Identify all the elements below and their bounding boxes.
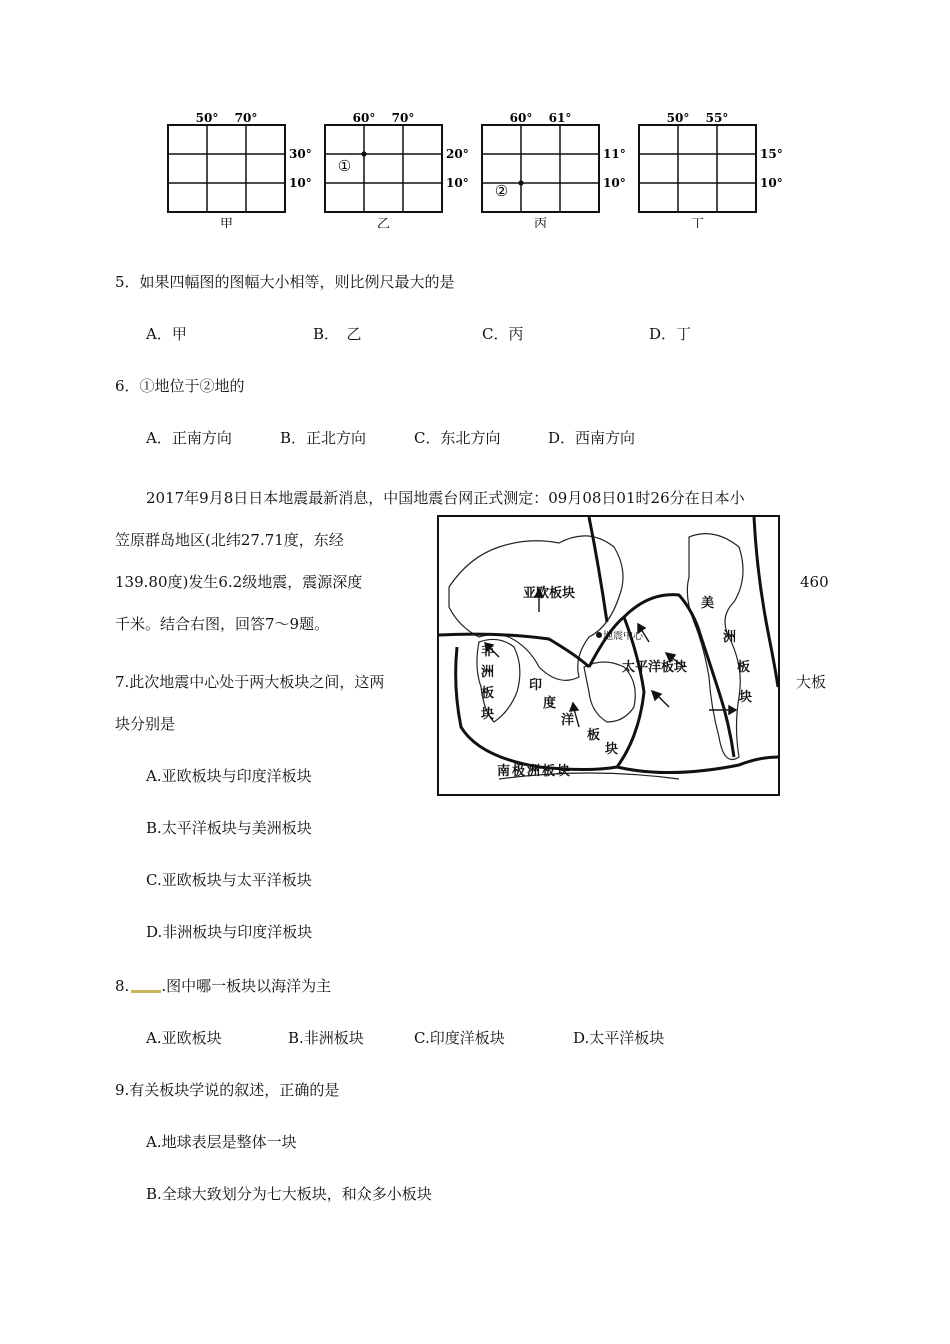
label-indian-3: 洋 — [561, 713, 575, 728]
q7-stem: 7.此次地震中心处于两大板块之间，这两 — [115, 673, 385, 691]
q9-option-b[interactable]: B.全球大致划分为七大板块，和众多小板块 — [146, 1185, 432, 1203]
label-africa-4: 块 — [481, 707, 495, 722]
label-indian-1: 印 — [529, 678, 543, 693]
q8-number: 8. — [115, 977, 130, 995]
passage-line-3-right: 460 — [800, 573, 829, 591]
label-eurasian-plate: 亚欧板块 — [523, 586, 576, 601]
grid-name: 乙 — [376, 217, 391, 228]
grids-svg — [0, 108, 950, 228]
q8-option-c[interactable]: C.印度洋板块 — [414, 1029, 505, 1047]
passage-line-2: 笠原群岛地区(北纬27.71度，东经 — [115, 531, 344, 549]
label-africa-2: 洲 — [481, 665, 495, 680]
label-america-3: 板 — [737, 660, 751, 675]
label-indian-2: 度 — [543, 696, 557, 711]
grid-frame — [639, 125, 756, 212]
label-america-2: 洲 — [723, 630, 737, 645]
q6-option-a[interactable]: A．正南方向 — [146, 429, 232, 447]
q7-option-a[interactable]: A.亚欧板块与印度洋板块 — [146, 767, 312, 785]
q5-stem: 5．如果四幅图的图幅大小相等，则比例尺最大的是 — [115, 273, 455, 291]
grid-right-label: 10° — [289, 176, 312, 190]
label-indian-4: 板 — [587, 728, 601, 743]
grid-3 — [482, 111, 626, 228]
grid-top-label: 50° — [666, 111, 690, 125]
q8-stem-line — [115, 976, 331, 996]
q8-option-d[interactable]: D.太平洋板块 — [573, 1029, 665, 1047]
q9-stem: 9.有关板块学说的叙述，正确的是 — [115, 1081, 340, 1099]
grid-top-label: 70° — [234, 111, 258, 125]
q7-stem-2: 块分别是 — [115, 715, 176, 733]
grid-right-label: 11° — [603, 147, 626, 161]
q5-option-d[interactable]: D．丁 — [649, 325, 692, 343]
label-africa-3: 板 — [481, 686, 495, 701]
q6-option-c[interactable]: C．东北方向 — [414, 429, 501, 447]
grid-top-label: 70° — [391, 111, 415, 125]
passage-line-4: 千米。结合右图，回答7～9题。 — [115, 615, 330, 633]
grid-top-label: 61° — [548, 111, 572, 125]
grid-name: 丙 — [533, 217, 548, 228]
q5-option-b[interactable]: B． 乙 — [313, 325, 362, 343]
passage-line-3: 139.80度)发生6.2级地震，震源深度 — [115, 573, 363, 591]
grid-point-marker: ① — [337, 157, 352, 175]
grid-name: 丁 — [690, 217, 705, 228]
motion-arrows — [485, 589, 736, 727]
grid-1 — [168, 111, 312, 228]
label-indian-5: 块 — [605, 742, 619, 757]
q8-stem: .图中哪一板块以海洋为主 — [161, 977, 332, 995]
grid-2 — [325, 111, 469, 228]
q7-option-c[interactable]: C.亚欧板块与太平洋板块 — [146, 871, 312, 889]
q7-stem-right: 大板 — [796, 673, 827, 691]
label-africa-1: 非 — [481, 644, 495, 659]
grid-top-label: 50° — [195, 111, 219, 125]
grid-top-label: 60° — [352, 111, 376, 125]
q6-option-b[interactable]: B．正北方向 — [280, 429, 367, 447]
q5-option-c[interactable]: C．丙 — [482, 325, 524, 343]
q6-stem: 6．①地位于②地的 — [115, 377, 245, 395]
label-america-1: 美 — [701, 596, 715, 611]
grid-top-label: 55° — [705, 111, 729, 125]
grid-right-label: 10° — [760, 176, 783, 190]
grid-top-label: 60° — [509, 111, 533, 125]
q5-option-a[interactable]: A．甲 — [146, 325, 187, 343]
grid-name: 甲 — [219, 217, 234, 228]
q7-option-b[interactable]: B.太平洋板块与美洲板块 — [146, 819, 312, 837]
q9-option-a[interactable]: A.地球表层是整体一块 — [146, 1133, 297, 1151]
q7-option-d[interactable]: D.非洲板块与印度洋板块 — [146, 923, 313, 941]
grid-point — [518, 180, 523, 185]
plate-map-svg — [439, 517, 778, 794]
passage-line-1: 2017年9月8日日本地震最新消息，中国地震台网正式测定：09月08日01时26分在日本小 — [146, 489, 745, 507]
plate-map — [437, 515, 780, 796]
grid-4 — [639, 111, 783, 228]
grid-right-label: 20° — [446, 147, 469, 161]
lat-long-grids — [0, 108, 950, 228]
label-america-4: 块 — [739, 690, 753, 705]
q6-option-d[interactable]: D．西南方向 — [548, 429, 636, 447]
grid-point-marker: ② — [494, 182, 509, 200]
grid-right-label: 10° — [603, 176, 626, 190]
q8-option-b[interactable]: B.非洲板块 — [288, 1029, 364, 1047]
label-pacific-plate: 太平洋板块 — [622, 660, 688, 675]
label-antarctic-plate: 南极洲板块 — [497, 764, 573, 779]
grid-right-label: 30° — [289, 147, 312, 161]
q8-highlight-mark — [131, 982, 161, 993]
grid-point — [361, 151, 366, 156]
grid-right-label: 10° — [446, 176, 469, 190]
quake-center-dot — [596, 632, 602, 638]
q8-option-a[interactable]: A.亚欧板块 — [146, 1029, 222, 1047]
grid-right-label: 15° — [760, 147, 783, 161]
label-quake-center: 地震中心 — [603, 631, 643, 642]
grid-frame — [168, 125, 285, 212]
